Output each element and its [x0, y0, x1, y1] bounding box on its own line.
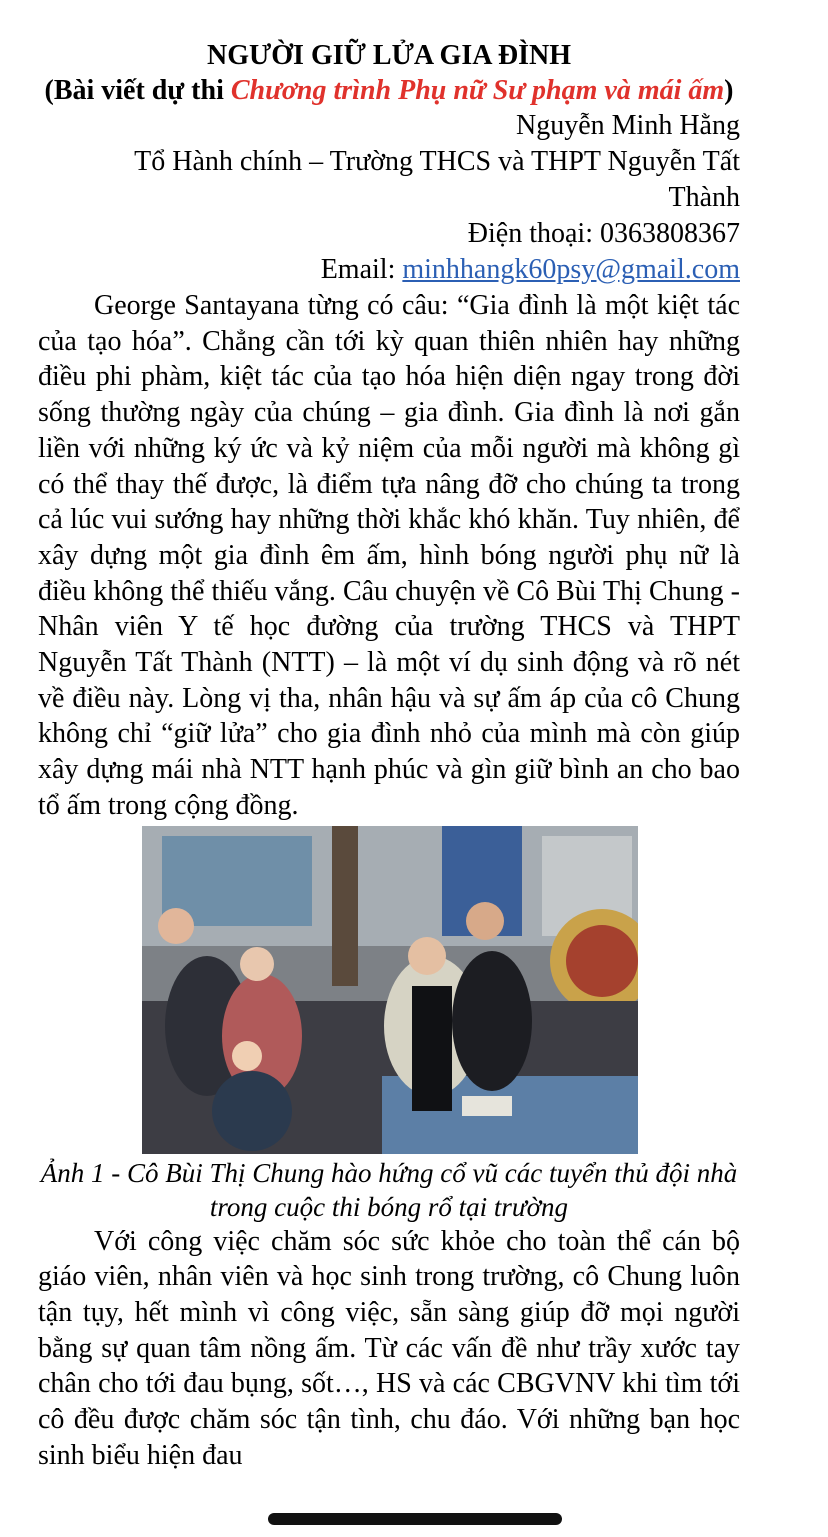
basketball-crowd-photo: [142, 826, 638, 1154]
paragraph-work: Với công việc chăm sóc sức khỏe cho toàn thể cán bộ giáo viên, nhân viên và học sinh trong trường, cô Chung luôn tận tụy, hết mình vì công việc, sẵn sàng giúp đỡ mọi người bằng sự quan tâm nồng ấm. Từ các vấn đề như trầy xước tay chân cho tới đau bụng, sốt…, HS và các CBGVNV khi tìm tới cô đều được chăm sóc tận tình, chu đáo. Với những bạn học sinh biểu hiện đau: [38, 1225, 740, 1471]
article-title: NGƯỜI GIỮ LỬA GIA ĐÌNH: [206, 40, 572, 71]
photo-caption: Ảnh 1 - Cô Bùi Thị Chung hào hứng cổ vũ các tuyển thủ đội nhà trong cuộc thi bóng rổ tại trường: [40, 1157, 738, 1222]
article-subtitle: [38, 74, 740, 108]
program-name: Chương trình Phụ nữ Sư phạm và mái ấm: [230, 75, 725, 106]
subtitle-suffix: ): [724, 75, 734, 106]
ink-scribble: [268, 1513, 562, 1525]
event-photo: [142, 826, 638, 1154]
author-unit: Tổ Hành chính – Trường THCS và THPT Nguyễn Tất Thành: [134, 146, 740, 213]
author-email-line: [38, 252, 740, 288]
document-page: [38, 38, 740, 1473]
author-phone: Điện thoại: 0363808367: [467, 218, 740, 249]
paragraph-intro: George Santayana từng có câu: “Gia đình là một kiệt tác của tạo hóa”. Chẳng cần tới kỳ quan thiên nhiên hay những điều phi phàm, kiệt tác của tạo hóa hiện diện ngay trong đời sống thường ngày của chúng – gia đình. Gia đình là nơi gắn liền với những ký ức và kỷ niệm của mỗi người mà không gì có thể thay thế được, là điểm tựa nâng đỡ cho chúng ta trong cả lúc vui sướng hay những thời khắc khó khăn. Tuy nhiên, để xây dựng một gia đình êm ấm, hình bóng người phụ nữ là điều không thể thiếu vắng. Câu chuyện về Cô Bùi Thị Chung - Nhân viên Y tế học đường của trường THCS và THPT Nguyễn Tất Thành (NTT) – là một ví dụ sinh động và rõ nét về điều này. Lòng vị tha, nhân hậu và sự ấm áp của cô Chung không chỉ “giữ lửa” cho gia đình nhỏ của mình mà còn giúp xây dựng mái nhà NTT hạnh phúc và gìn giữ bình an cho bao tổ ấm trong cộng đồng.: [38, 290, 740, 821]
author-name: Nguyễn Minh Hằng: [516, 110, 740, 141]
subtitle-prefix: (Bài viết dự thi: [44, 75, 231, 106]
email-link[interactable]: minhhangk60psy@gmail.com: [402, 254, 740, 285]
email-label: Email:: [320, 254, 403, 285]
